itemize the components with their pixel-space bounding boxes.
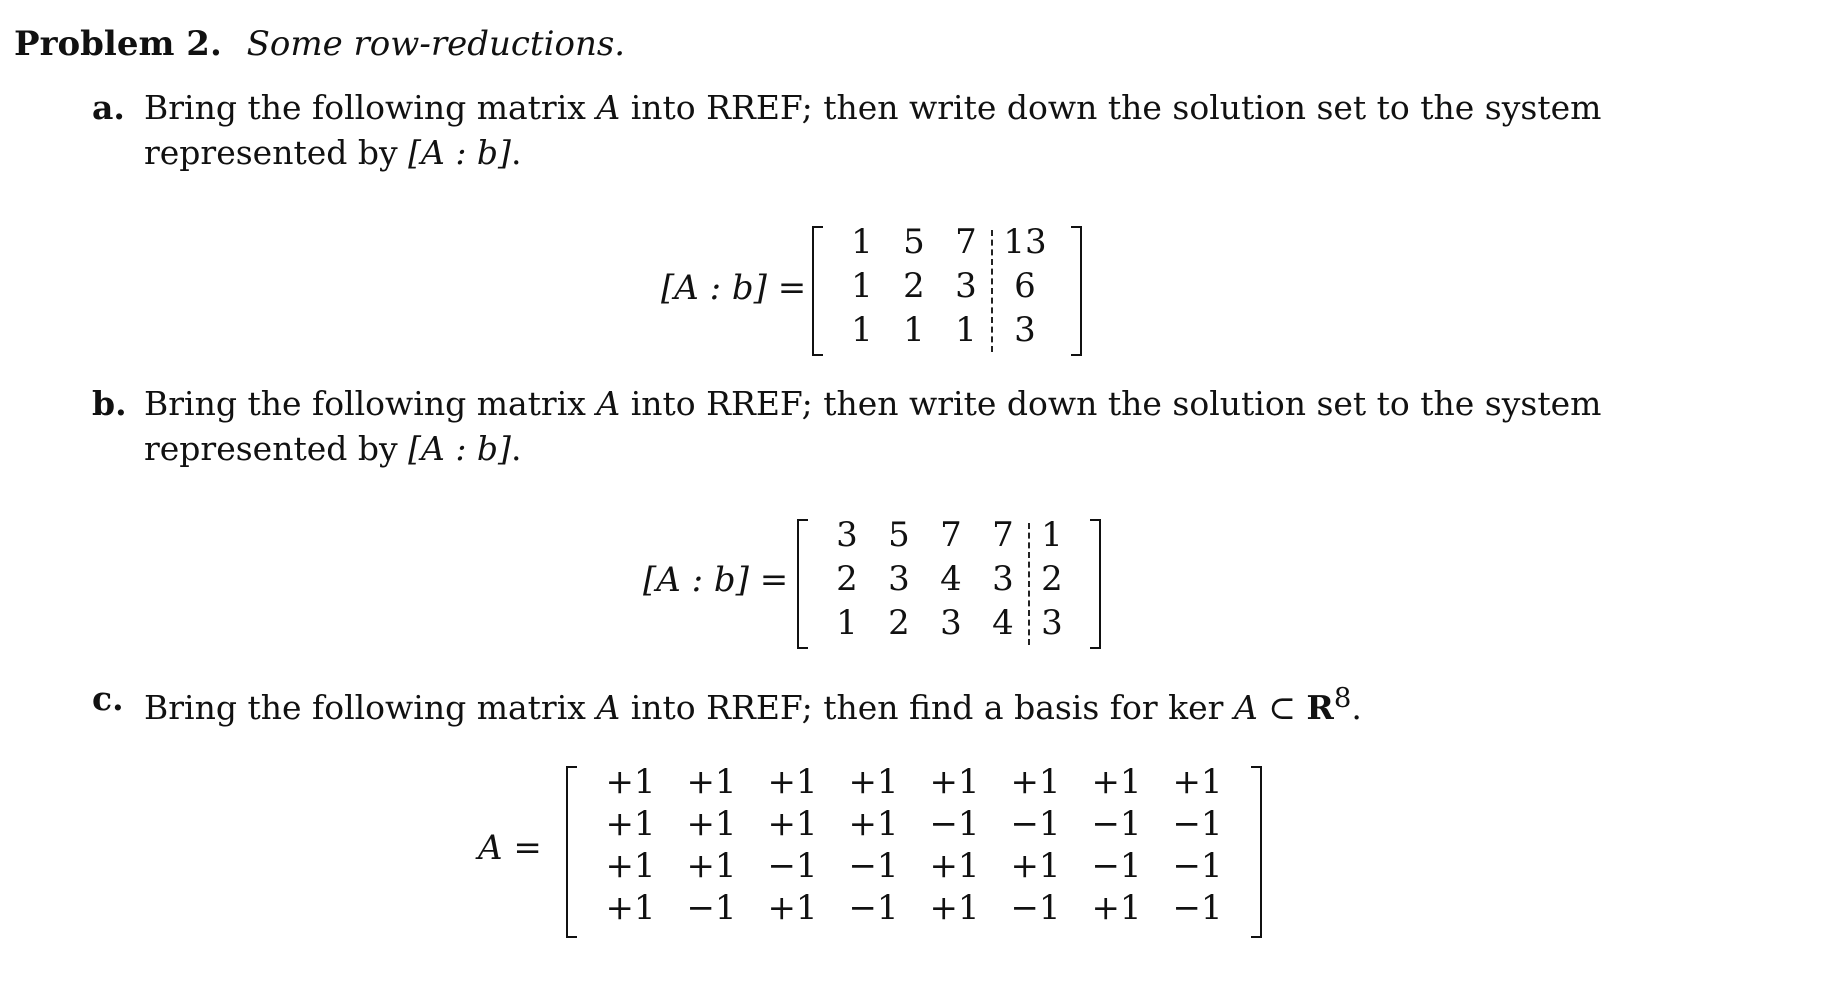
- matrix-entry: −1: [1091, 846, 1142, 886]
- matrix-entry: 3: [836, 515, 858, 555]
- left-bracket: [812, 226, 823, 356]
- part-a-matrix: [812, 222, 1082, 356]
- matrix-grid: [590, 762, 1238, 938]
- matrix-entry: −1: [1010, 888, 1061, 928]
- part-c-label: c.: [92, 679, 124, 718]
- part-b: [92, 381, 1782, 471]
- matrix-entry: 3: [992, 559, 1014, 599]
- matrix-entry: 4: [940, 559, 962, 599]
- matrix-entry: 3: [1041, 603, 1063, 643]
- part-b-label: b.: [92, 384, 127, 423]
- part-a-lhs: [A : b] =: [661, 268, 807, 308]
- matrix-entry: +1: [767, 762, 818, 802]
- matrix-entry: −1: [767, 846, 818, 886]
- matrix-entry: 6: [1014, 266, 1036, 306]
- matrix-entry: +1: [767, 804, 818, 844]
- right-bracket: [1251, 766, 1262, 938]
- matrix-entry: 3: [888, 559, 910, 599]
- matrix-entry: +1: [848, 762, 899, 802]
- matrix-entry: +1: [1010, 762, 1061, 802]
- matrix-grid: [836, 222, 1058, 356]
- matrix-entry: +1: [605, 846, 656, 886]
- matrix-entry: +1: [686, 846, 737, 886]
- matrix-entry: +1: [605, 888, 656, 928]
- matrix-entry: +1: [605, 762, 656, 802]
- matrix-grid: [821, 515, 1077, 649]
- part-b-text: Bring the following matrix A into RREF; then write down the solution set to the system represented by [A : b].: [144, 384, 1602, 468]
- matrix-entry: 1: [955, 310, 977, 350]
- part-c-matrix: [566, 762, 1262, 938]
- right-bracket: [1090, 519, 1101, 649]
- matrix-entry: −1: [1010, 804, 1061, 844]
- matrix-entry: +1: [929, 846, 980, 886]
- matrix-entry: 13: [1003, 222, 1047, 262]
- matrix-entry: +1: [767, 888, 818, 928]
- matrix-entry: 2: [836, 559, 858, 599]
- problem-subtitle: Some row-reductions.: [246, 24, 626, 64]
- part-c-text: Bring the following matrix A into RREF; then find a basis for ker A ⊂ $R^8$.: [144, 682, 1362, 727]
- matrix-entry: +1: [1172, 762, 1223, 802]
- problem-number: Problem 2.: [14, 24, 222, 64]
- matrix-entry: 7: [940, 515, 962, 555]
- matrix-entry: 3: [1014, 310, 1036, 350]
- part-a-label: a.: [92, 88, 125, 127]
- matrix-entry: +1: [1091, 888, 1142, 928]
- augment-separator: [991, 230, 993, 352]
- matrix-entry: 1: [851, 266, 873, 306]
- matrix-entry: −1: [929, 804, 980, 844]
- matrix-entry: −1: [1091, 804, 1142, 844]
- matrix-entry: 2: [903, 266, 925, 306]
- part-b-lhs: [A : b] =: [643, 560, 789, 600]
- right-bracket: [1071, 226, 1082, 356]
- left-bracket: [797, 519, 808, 649]
- matrix-entry: 7: [992, 515, 1014, 555]
- matrix-entry: +1: [1091, 762, 1142, 802]
- problem-title: [14, 24, 625, 65]
- matrix-entry: 3: [955, 266, 977, 306]
- matrix-entry: −1: [848, 888, 899, 928]
- matrix-entry: 5: [888, 515, 910, 555]
- part-b-matrix: [797, 515, 1101, 649]
- matrix-entry: −1: [1172, 888, 1223, 928]
- matrix-entry: 7: [955, 222, 977, 262]
- matrix-entry: −1: [1172, 804, 1223, 844]
- matrix-entry: 1: [836, 603, 858, 643]
- matrix-entry: 4: [992, 603, 1014, 643]
- matrix-entry: 2: [888, 603, 910, 643]
- matrix-entry: −1: [1172, 846, 1223, 886]
- matrix-entry: +1: [605, 804, 656, 844]
- matrix-entry: 1: [903, 310, 925, 350]
- matrix-entry: 1: [851, 310, 873, 350]
- matrix-entry: −1: [848, 846, 899, 886]
- matrix-entry: +1: [686, 804, 737, 844]
- matrix-entry: 5: [903, 222, 925, 262]
- part-c: [92, 676, 1782, 730]
- matrix-entry: +1: [929, 762, 980, 802]
- matrix-entry: 1: [851, 222, 873, 262]
- left-bracket: [566, 766, 577, 938]
- matrix-entry: +1: [848, 804, 899, 844]
- matrix-entry: 3: [940, 603, 962, 643]
- matrix-entry: +1: [1010, 846, 1061, 886]
- augment-separator: [1028, 523, 1030, 645]
- matrix-entry: 1: [1041, 515, 1063, 555]
- matrix-entry: 2: [1041, 559, 1063, 599]
- part-a-text: Bring the following matrix A into RREF; then write down the solution set to the system represented by [A : b].: [144, 88, 1602, 172]
- matrix-entry: +1: [929, 888, 980, 928]
- part-c-lhs: A =: [478, 828, 542, 868]
- matrix-entry: +1: [686, 762, 737, 802]
- matrix-entry: −1: [686, 888, 737, 928]
- part-a: [92, 85, 1782, 175]
